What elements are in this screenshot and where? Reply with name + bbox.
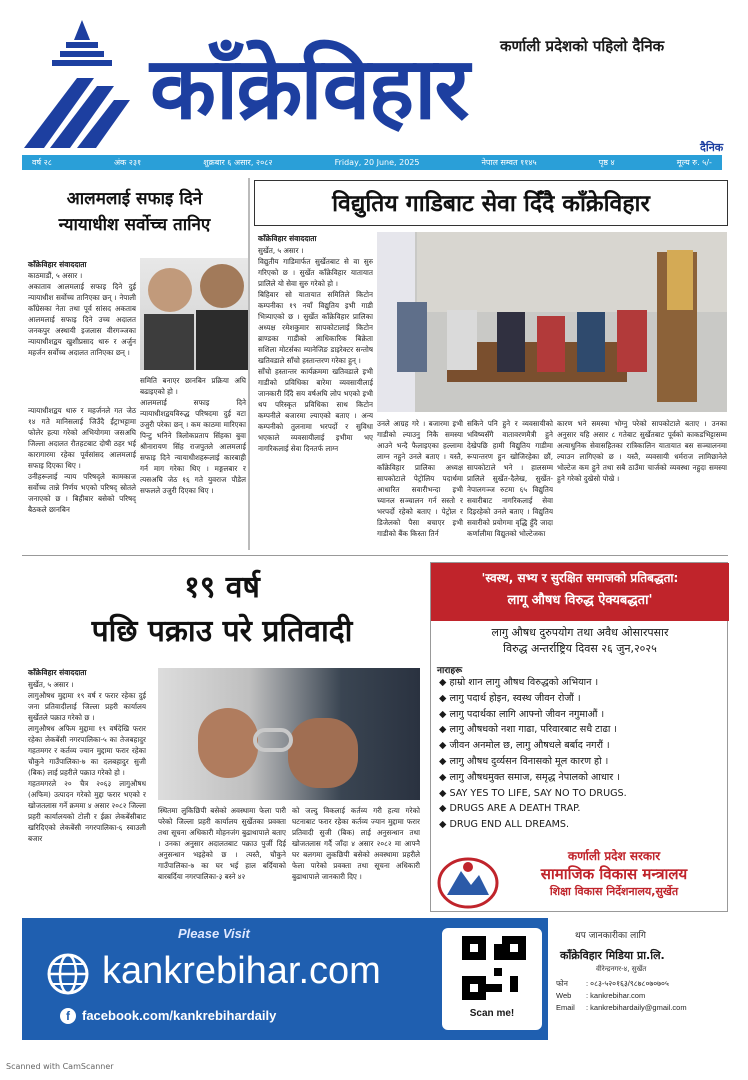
article2-col4: कारण भने समस्या भोग्नु परेको सापकोटाले बताए । उनका अनुसार यहि असार ८ गतेबाट सुर्खेतबाट पूर्वको काकडभिट्टासम्म अत्याधुनिक सेवासहितका रात्रिकालिन यातायात बस सञ्चालनमा ल्याउन लागिएको छ । यस्तै, व्यवसायी धर्मराज लामिछानेले भोल्टेज कम हुने तथा सबै ठाउँमा चार्जको व्यवस्था नहुदा समस्या हुने गरेको दुखेसो पोखे । — [557, 419, 727, 483]
article3-byline: काँक्रेविहार संवाददाता — [28, 668, 87, 677]
article2-para3: साँचो हस्तान्तर कार्यक्रममा खतिवडाले इभी गाडीको प्रविधिका बारेमा व्यवसायीलाई जानकारी दिँदै सय वर्षअघि लोप भएको इभी थप परिस्कृत प्रविधिका साथ किटोन कम्पनीले बजारमा ल्याएको बताए । अन्य कम्पनीको तुलनामा भरपर्दो र सुविधा भएकाले व्यवसायीलाई इभीमा भए नागरिकलाई सेवा दिनतर्फ लाग्न — [258, 367, 373, 453]
article1-col2 — [140, 375, 246, 496]
advert-gov-line2: सामाजिक विकास मन्त्रालय — [540, 865, 688, 883]
nepal-sambat: नेपाल सम्वत ११४५ — [481, 158, 537, 167]
slogan-item: ◆ जीवन अनमोल छ, लागु औषधले बर्बाद नगरौं । — [439, 740, 610, 752]
article1-headline — [22, 186, 247, 238]
article3-para1: लागुऔषध मुद्दामा १९ वर्ष र फरार रहेका दुई जना प्रतिवादीलाई जिल्ला प्रहरी कार्यालय सुर्खेतले पक्राउ गरेको छ । — [28, 691, 146, 722]
phone-value: : ०८३-५२०१६३/९८७८०७०७०५ — [586, 979, 669, 988]
anti-drug-advert — [430, 562, 728, 912]
article3-photo-handcuffs — [158, 668, 420, 800]
email-label: Email — [556, 1003, 575, 1012]
article1-title-line2: न्यायाधीश सर्वोच्च तानिए — [58, 215, 211, 235]
article1-col2-para2: आलमलाई सफाइ दिने न्यायाधीशद्वयविरुद्ध परिषदमा दुई वटा उजुरी परेका छन् । कम काठमा मारिएका पिन्टु भनिने त्रिलोकप्रताप सिंहका बुवा श्रीनारायण सिंह राजपुतले आलमलाई सफाइ दिने न्यायाधीशहरूलाई कारबाही गर्न माग गरेका थिए । मङ्गलबार र त्यसअघि जेठ १६ गते युवराज पौडेल सफलले उजुरी दिएका थिए । — [140, 398, 246, 495]
article2-col1 — [258, 245, 373, 550]
company-address: वीरेन्द्रनगर-४, सुर्खेत — [596, 965, 647, 973]
article2-photo — [377, 232, 727, 412]
slogan-text: DRUG END ALL DREAMS. — [449, 819, 570, 831]
slogan-item: ◆ हाम्रो शान लागु औषध विरुद्धको अभियान । — [439, 677, 599, 688]
email-value[interactable]: : kankrebihardaily@gmail.com — [586, 1003, 687, 1012]
qr-card — [440, 926, 544, 1032]
slogan-text: लागु औषधमुक्त समाज, समृद्ध नेपालको आधार । — [449, 771, 620, 783]
facebook-icon: f — [60, 1008, 76, 1024]
article3-para3: गहतमगरले २० चैत्र २०६३ लागुऔषध (अफिम) उत्पादन गरेको मुद्दा फरार भएको र खोजतलास गर्ने क्रममा ४ असार २०८२ जिल्ला प्रहरी कार्यालयको टोली र ईक्रा लेकबेंसीबाट खरिदिएको लेकबेंसी नगरपालिका-६ स्वाउली बजार — [28, 779, 146, 843]
article3-para2: लागुऔषध अफिम मुद्दामा १९ वर्षदेखि फरार रहेका लेकबेंसी नगरपालिका-५ का तेजबहादुर गहतमगर र कर्तव्य ज्यान मुद्दामा फरार रहेका चौकुने गाउँपालिका-७ का दलबहादुर सुजी (बिक) लाई प्रहरीले पक्राउ गरेको हो । — [28, 724, 146, 777]
facebook-link[interactable]: facebook.com/kankrebihardaily — [82, 1008, 277, 1023]
article3-col1 — [28, 679, 146, 911]
section-divider — [22, 555, 728, 556]
web-label: Web — [556, 991, 572, 1000]
advert-head-line2: लागू औषध विरुद्ध ऐक्यबद्धता' — [507, 593, 653, 608]
slogan-text: जीवन अनमोल छ, लागु औषधले बर्बाद नगरौं । — [449, 740, 610, 752]
advert-header — [431, 563, 729, 621]
advert-sub-line2: विरुद्ध अन्तर्राष्ट्रिय दिवस २६ जुन,२०२५ — [503, 642, 657, 655]
advert-subtitle — [431, 625, 729, 657]
article2-para1: विद्युतीय गाडिमार्फत सुर्खेतबाट से वा सुरु गरिएको छ । सुर्खेत काँक्रेविहार यातायात प्रालिले यो सेवा सुरु गरेको हो । — [258, 257, 373, 288]
slogan-text: लागु पदार्थका लागि आफ्नो जीवन नगुमाऔं । — [449, 708, 605, 720]
article2-byline: काँक्रेविहार संवाददाता — [258, 234, 317, 243]
article1-para2: न्यायाधीशद्वय थारु र महर्जनले गत जेठ १४ गते मानिसलाई जिउँदै ईंट्राभट्टामा फोलेर हत्या गरेको अभियोगमा जसअघि जिल्ला अदालत रौतहटबाट दोषी ठहर भई कारागारमा रहेका पूर्वसांसद आलमलाई सफाइ दिएका थिए । — [28, 406, 136, 470]
article3-col3: को जल्दु विकलाई कर्तव्य गरी हत्या गरेको घटनाबाट फरार रहेका कर्तव्य ज्यान मुद्दामा फरार प्रतिवादी सुजी (बिक) लाई अनुसन्धान तथा खोजतलास गर्दै जाँदा ४ असार २०८२ मा आफ्नै घर बलगमा लुकछिपी बसेको अवस्थामा प्रहरीले फेला पारेको प्रवक्ता तथा सूचना अधिकारी बुढाथापाले जानकारी दिए । — [292, 806, 420, 881]
advert-gov-line3: शिक्षा विकास निर्देशनालय,सुर्खेत — [549, 885, 679, 898]
advert-sub-line1: लागु औषध दुरुपयोग तथा अवैध ओसारपसार — [491, 626, 669, 639]
slogan-item: ◆ लागु पदार्थका लागि आफ्नो जीवन नगुमाऔं । — [439, 708, 605, 720]
slogan-text: लागु औषधको नशा गाढा, परिवारबाट सधै टाढा । — [449, 724, 618, 736]
date-en: Friday, 20 June, 2025 — [334, 158, 420, 167]
article1-para3: उनीहरूलाई न्याय परिषद्ले कामकाज सर्वोच्च तान्ने निर्णय भएको परिषद् स्रोतले जनाएको छ । बिहीबार बसेको परिषद् बैठकले छानबिन — [28, 472, 136, 514]
masthead-tagline: कर्णाली प्रदेशको पहिलो दैनिक — [500, 37, 665, 55]
scanner-watermark: Scanned with CamScanner — [6, 1062, 114, 1071]
article2-dateline: सुर्खेत, ५ असार । — [258, 246, 304, 255]
article1-col1 — [28, 270, 136, 358]
article2-headline: विद्युतिय गाडिबाट सेवा दिँदै काँक्रेविहार — [254, 180, 728, 226]
article1-col1b — [28, 405, 136, 515]
slogan-text: SAY YES TO LIFE, SAY NO TO DRUGS. — [449, 787, 627, 799]
slogan-item: ◆ DRUGS ARE A DEATH TRAP. — [439, 803, 581, 815]
slogan-text: DRUGS ARE A DEATH TRAP. — [449, 803, 581, 815]
volume: वर्ष २८ — [32, 158, 52, 167]
slogan-item: ◆ लागु पदार्थ होइन, स्वस्थ जीवन रोजौं । — [439, 692, 581, 704]
slogan-text: लागु औषध दुर्व्यसन विनासको मूल कारण हो । — [449, 755, 609, 767]
issue: अंक २३१ — [113, 158, 142, 167]
date-np: शुक्रबार ६ असार, २०८२ — [203, 158, 273, 167]
logo-emblem — [22, 18, 142, 158]
article1-title-line1: आलमलाई सफाइ दिने — [66, 189, 203, 209]
article2-col2: उनले आग्रह गरे । बजारमा इभी गाडीको ल्याउनु निकै समस्या आउने भन्दै फैलाइएका हल्लामा लाग्न नहुने उनले बताए । यस्तै, काँक्रेविहार प्रालिका अध्यक्ष सापकोटाले पेट्रोलिय पदार्थमा आधारित सवारीभन्दा इभी च्यानल सञ्चालन गर्न सस्तो र भरपर्दो रहेको बताए । पेट्रोल र डिजेलको पैसा बचाएर इभी गाडीको बैंक किस्ता तिर्न — [377, 419, 463, 538]
masthead-daily: दैनिक — [700, 141, 724, 154]
slogan-list — [439, 675, 627, 833]
advert-head-line1: 'स्वस्थ, सभ्य र सुरक्षित समाजको प्रतिबद्धता: — [481, 571, 679, 585]
article3-col2: स्थितमा लुकिछिपी बसेको अवस्थामा फेला पारी परेको जिल्ला प्रहरी कार्यालय सुर्खेतका प्रवक्ता तथा सूचना अधिकारी मोहनजंग बुढाथापाले बताए । उनका अनुसार अदालतबाट पक्राउ पुर्जी दिई अनुसन्धान भइहेको छ । त्यस्तै, चौकुने गाउँपालिका-७ का घर भई हाल बर्दियाको बारबर्दिया नगरपालिका-३ बस्ने ४२ — [158, 806, 286, 881]
article3-title-line1: १९ वर्ष — [184, 570, 260, 605]
info-label: थप जानकारीका लागि — [575, 931, 646, 941]
column-divider — [248, 178, 250, 550]
globe-icon — [46, 952, 90, 996]
article3-title-line2: पछि पक्राउ परे प्रतिवादी — [91, 614, 353, 649]
masthead-title: काँक्रेविहार — [150, 38, 468, 139]
please-visit: Please Visit — [178, 926, 250, 941]
web-value[interactable]: : kankrebihar.com — [586, 991, 646, 1000]
price: मूल्य रु. ५/- — [676, 158, 712, 167]
article2-col3: सकिने पनि हुने र व्यवसायीको भविष्यसँगै वातावरणमैत्री हुने देखेपछि हामी विद्युतिय गाडीमा रूपान्तरण हुन खोजिरहेका छौं, सापकोटाले भने । हालसम्म प्रालिले सुर्खेत-दैलेख, सुर्खेत-नेपालगञ्ज रुटमा ६५ विद्युतिय सवारीबाट नागरिकलाई सेवा दिइरहेको उनले बताए । विद्युतिय सवारीको प्रयोगमा वृद्धि हुँदै जादा कर्णालीमा विद्युतको भोल्टेजका — [467, 419, 553, 538]
slogans-label: नाराहरू — [437, 666, 463, 676]
website-link[interactable]: kankrebihar.com — [102, 950, 381, 992]
qr-code-icon — [462, 936, 526, 1000]
slogan-item: ◆ लागु औषधको नशा गाढा, परिवारबाट सधै टाढा । — [439, 724, 618, 736]
article1-photo — [140, 258, 248, 370]
article1-col2-para1: समिति बनाएर छानबिन प्रक्रिया अघि बढाइएको हो । — [140, 376, 246, 396]
slogan-item: ◆ लागु औषध दुर्व्यसन विनासको मूल कारण हो । — [439, 755, 609, 767]
article2-para2: बिहिवार सो यातायात समितिले किटोन कम्पनीका १९ नयाँ विद्युतिय इभी गाडी भित्र्याएको छ । सुर्खेत काँक्रेविहार प्रालिका अध्यक्ष रमेशकुमार सापकोटालाई किटोन ब्राण्डका गाडीको आधिकारिक बिक्रेता सशिला मोटर्सका म्यानेजिङ डाइरेक्टर सन्तोष खतिवडाले साँचो हस्तान्तरण गरेका हुन् । — [258, 290, 373, 365]
article3-dateline: सुर्खेत, ५ असार । — [28, 680, 74, 689]
phone-label: फोन — [556, 979, 568, 988]
article1-byline: काँक्रेविहार संवाददाता — [28, 260, 87, 269]
slogan-text: लागु पदार्थ होइन, स्वस्थ जीवन रोजौं । — [449, 692, 581, 704]
info-bar — [22, 155, 722, 170]
page-number: पृष्ठ ४ — [598, 158, 615, 167]
advert-government — [503, 847, 725, 899]
contact-details — [556, 978, 687, 1014]
scan-me-label: Scan me! — [469, 1008, 515, 1019]
article1-para1: अकाताव आलमलाई सफाइ दिने दुई न्यायाधीश सर्वोच्च तानिएका छन् । नेपाली काँग्रेसका नेता तथा पूर्व सांसद अकताब आलमलाई सफाइ दिने उच्च अदालत जनकपुर अस्थायी इजलास वीरगञ्जका न्यायाधीशद्वय खुशीप्रसाद थारु र अर्जुन महर्जन सर्वोच्च अदालत तानिएका छन् । — [28, 282, 136, 357]
slogan-item: ◆ SAY YES TO LIFE, SAY NO TO DRUGS. — [439, 787, 627, 799]
article3-headline — [22, 566, 422, 654]
slogan-item: ◆ DRUG END ALL DREAMS. — [439, 819, 570, 831]
advert-gov-line1: कर्णाली प्रदेश सरकार — [567, 849, 661, 863]
slogan-item: ◆ लागु औषधमुक्त समाज, समृद्ध नेपालको आधार । — [439, 771, 620, 783]
company-name: काँक्रेविहार मिडिया प्रा.लि. — [560, 949, 665, 962]
nepal-emblem-icon — [437, 855, 499, 909]
slogan-text: हाम्रो शान लागु औषध विरुद्धको अभियान । — [449, 677, 599, 688]
article1-dateline: काठमाडौं, ५ असार । — [28, 271, 83, 280]
